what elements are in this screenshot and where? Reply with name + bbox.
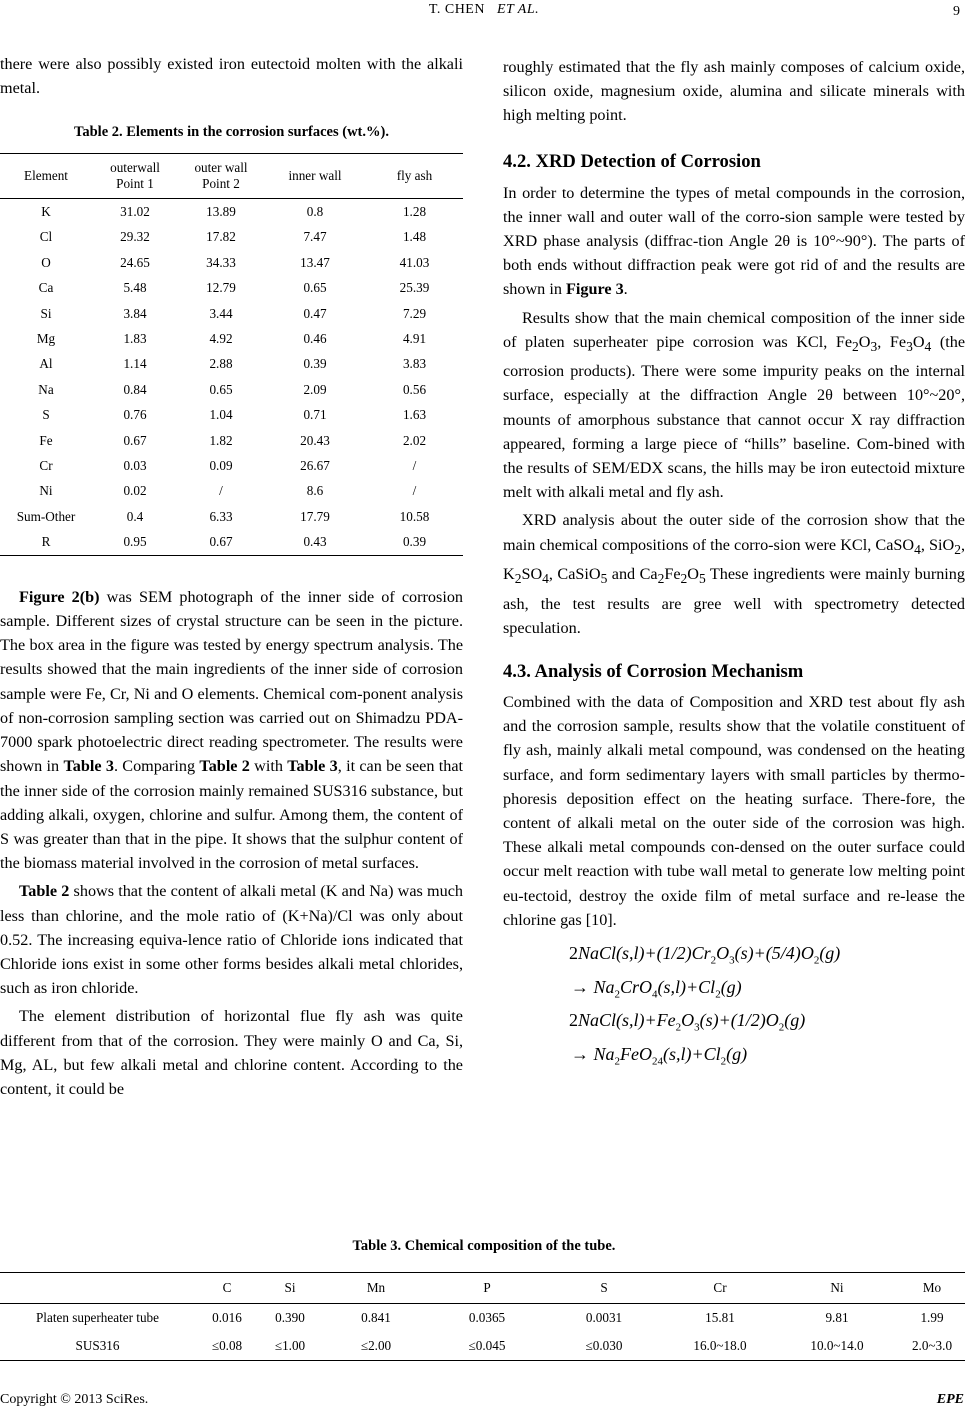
table2-header-row (0, 154, 463, 199)
table-cell: ≤1.00 (259, 1332, 321, 1361)
table-cell: 0.76 (123, 407, 147, 423)
table2-row (0, 276, 463, 301)
table-cell: 0.71 (303, 407, 327, 423)
table3-row (0, 1304, 965, 1333)
table2-header-outerwall-point2: outer wall Point 2 (178, 154, 264, 199)
table-cell: 1.14 (123, 356, 147, 372)
table-cell: 12.79 (206, 280, 236, 296)
table-cell: 0.02 (123, 483, 147, 499)
table2-title: Table 2. Elements in the corrosion surfaces (wt.%). (74, 124, 389, 141)
table-cell: 8.6 (306, 483, 324, 499)
table2-row (0, 326, 463, 351)
table-cell: 13.89 (206, 204, 236, 220)
paragraph-corrosion-mechanism: Combined with the data of Composition and XRD test about fly ash and the corrosion sample, results show that the volatile constituent of fly ash, mainly alkali metal compound, was condensed on the heating surface, and form sedimentary layers with small particles by thermo-phoresis deposition effect on the heating surface. There-fore, the content of alkali metal on the outer side of the corrosion was high. These alkali metal compounds con-densed on the outer surface could occur melt reaction with tube wall metal to generate low melting point eu-tectoid, destroy the oxide film of metal surface and re-lease the chlorine gas [10]. (503, 692, 965, 929)
paragraph-fly-ash: The element distribution of horizontal flue fly ash was quite different from that of the corrosion. They were mainly O and Ca, Si, Mg, AL, but few alkali metal and chlorine content. According to the content, it could be (0, 1007, 463, 1098)
table-cell: 0.39 (303, 356, 327, 372)
paragraph-inner-side-results: Results show that the main chemical composition of the inner side of platen superheater pipe corrosion was KCl, $Fe_2O_3$, $Fe_3O_4$ (the corrosion products). There were some impurity peaks on the internal surface, especially at the diffraction Angle 2θ between 10°~20°, mounts of amorphous substance that cannot occur X ray diffraction appeared, forming a large piece of “hills” baseline. Com-bined with the results of SEM/EDX scans, the hills may be iron eutectoid mixture melt with alkali metal and fly ash. (503, 308, 966, 502)
table-cell: 4.92 (209, 331, 233, 347)
table-cell: 1.28 (402, 204, 427, 220)
page-number: 9 (953, 4, 960, 19)
table-cell: 3.84 (123, 305, 147, 321)
table-cell: 0.4 (126, 508, 144, 524)
table-cell: 0.67 (178, 529, 264, 555)
paragraph-outer-side-results: XRD analysis about the outer side of the corrosion show that the main chemical compositions of the corro-sion were KCl, CaSO$_4$, SiO$_2$, $K_2SO_4$, CaSiO$_5$ and $Ca_2Fe_2O_5$ These ingredients were mainly burning ash, the test results are gree well with spectrometry detected speculation. (503, 511, 965, 637)
table-cell: 1.99 (920, 1310, 944, 1325)
table-cell: 0.0365 (468, 1310, 506, 1325)
table2-row (0, 377, 463, 402)
table-cell: 20.43 (300, 432, 330, 448)
ref-table3[interactable]: Table 3 (287, 757, 338, 776)
running-head (0, 2, 968, 18)
table-cell: 24.65 (120, 254, 150, 270)
table-cell: 10.0~14.0 (775, 1332, 899, 1361)
table3-header-mo: Mo (899, 1273, 965, 1304)
table-cell: 0.09 (209, 458, 233, 473)
intro-paragraph: there were also possibly existed iron eutectoid molten with the alkali metal. (0, 55, 463, 98)
paragraph-xrd-method: In order to determine the types of metal compounds in the corrosion, the inner wall and outer wall of the corro-sion sample were tested by XRD phase analysis (diffrac-tion Angle 2θ is 10°~90°). The parts of both ends without diffraction peak were got rid of and the results are shown in Figure 3. (503, 183, 965, 299)
table2-row (0, 403, 463, 428)
ref-figure2b[interactable]: Figure 2(b) (19, 587, 100, 606)
table3-header-row (0, 1273, 965, 1304)
table-cell: 0.03 (123, 458, 147, 473)
table-cell: 15.81 (705, 1310, 735, 1325)
left-column (0, 52, 463, 1101)
equation-4: → $Na_2FeO_{24}(s,l)+Cl_2(g)$ (571, 1043, 748, 1068)
author-name: T. CHEN (428, 2, 485, 17)
table-cell: 0.39 (366, 529, 463, 555)
table-cell: Ni (39, 483, 53, 499)
table-cell: 25.39 (399, 280, 430, 296)
table-cell: ≤0.030 (543, 1332, 665, 1361)
table-cell: 17.79 (300, 508, 330, 524)
table-cell: ≤0.08 (195, 1332, 259, 1361)
table2-row (0, 250, 463, 275)
table-cell: 0.95 (92, 529, 178, 555)
table-cell: 3.44 (209, 305, 233, 321)
table-cell: 1.63 (402, 407, 427, 423)
section-4-3-heading: 4.3. Analysis of Corrosion Mechanism (503, 660, 804, 682)
table-cell: 0.65 (209, 381, 233, 397)
table-cell: 0.841 (361, 1310, 391, 1325)
table2-row (0, 479, 463, 504)
equation-block (503, 940, 965, 1074)
table-cell: 0.56 (402, 381, 427, 397)
table2-row (0, 199, 463, 225)
table2-row (0, 225, 463, 250)
table-cell: Platen superheater tube (35, 1310, 160, 1325)
table2-body (0, 199, 463, 555)
table-cell: 5.48 (123, 280, 147, 296)
table-cell: Fe (39, 432, 53, 448)
table-cell: 10.58 (399, 508, 430, 524)
table-cell: Ca (38, 280, 54, 296)
paragraph-table2-alkali: Table 2 shows that the content of alkali metal (K and Na) was much less than chlorine, and the mole ratio of (K+Na)/Cl was only about 0.52. The increasing equiva-lence ratio of Chloride ions indicated that Chloride ions exist in some other forms besides alkali metal chlorides, such as iron chloride. (0, 882, 463, 998)
et-al: ET AL. (496, 2, 540, 17)
table-cell: 9.81 (825, 1310, 849, 1325)
table-cell: 0.016 (212, 1310, 242, 1325)
paragraph-figure2b: Figure 2(b) was SEM photograph of the inner side of corrosion sample. Different sizes of crystal structure can be seen in the picture. The box area in the figure was tested by energy spectrum analysis. The results showed that the main ingredients of the inner side of corrosion sample were Fe, Cr, Ni and O elements. Chemical com-ponent analysis of non-corrosion sampling section was carried out on Shimadzu PDA-7000 spark photoelectric direct reading spectrometer. The results were shown in Table 3. Comparing Table 2 with Table 3, it can be seen that the inner side of the corrosion mainly remained SUS316 substance, but adding alkali, oxygen, chlorine and sulfur. Among them, the content of S was greater than that in the pipe. It shows that the sulphur content of the biomass material involved in the corrosion of metal surfaces. (0, 587, 464, 873)
right-column (503, 52, 965, 1074)
table-cell: S (42, 407, 50, 423)
copyright: Copyright © 2013 SciRes. (0, 1392, 149, 1407)
table-cell: / (412, 458, 417, 473)
table2-row (0, 301, 463, 326)
table2-header-outerwall-point1: outerwall Point 1 (92, 154, 178, 199)
table-cell: ≤2.00 (321, 1332, 431, 1361)
table-cell: 1.48 (402, 229, 427, 245)
table-cell: Mg (36, 331, 56, 347)
table3-header-si: Si (259, 1273, 321, 1304)
ref-figure3[interactable]: Figure 3 (565, 280, 624, 299)
table3 (0, 1272, 965, 1361)
table-cell: 0.65 (303, 280, 327, 296)
table-cell: 0.67 (123, 432, 147, 448)
table-cell: 0.46 (303, 331, 327, 347)
table3-header-blank (0, 1273, 195, 1304)
table-cell: 41.03 (399, 254, 430, 270)
table-cell: 1.82 (209, 432, 233, 448)
table-cell: 26.67 (300, 458, 330, 473)
table-cell: 6.33 (209, 508, 233, 524)
table-cell: Si (40, 305, 52, 321)
table-cell: 7.29 (402, 305, 427, 321)
page-header (0, 2, 968, 24)
table-cell: Cr (39, 458, 53, 473)
equation-2: → $Na_2CrO_4(s,l)+Cl_2(g)$ (571, 976, 742, 1001)
table-cell: 2.0~3.0 (899, 1332, 965, 1361)
table-cell: 17.82 (206, 229, 236, 245)
table-cell: / (219, 483, 223, 499)
ref-table2[interactable]: Table 2 (199, 757, 250, 776)
table-cell: ≤0.045 (431, 1332, 543, 1361)
table-cell: 2.02 (402, 432, 427, 448)
table-cell: 31.02 (120, 204, 150, 220)
table-cell: 0.43 (264, 529, 366, 555)
journal-name: EPE (936, 1392, 964, 1407)
table-cell: Al (39, 356, 53, 372)
table3-header-ni: Ni (775, 1273, 899, 1304)
table2-row (0, 453, 463, 478)
equation-3: $2NaCl(s,l)+Fe_2O_3(s)+(1/2)O_2(g)$ (569, 1010, 806, 1034)
table-cell: 34.33 (206, 254, 236, 270)
table-cell: 3.83 (402, 356, 427, 372)
table2-row (0, 428, 463, 453)
table-cell: 16.0~18.0 (665, 1332, 775, 1361)
ref-table2[interactable]: Table 2 (19, 882, 70, 901)
table2-row (0, 504, 463, 529)
table2-row (0, 352, 463, 377)
table2-header-element: Element (0, 154, 92, 199)
table3-header-p: P (431, 1273, 543, 1304)
table2-header-innerwall: inner wall (264, 154, 366, 199)
table3-header-mn: Mn (321, 1273, 431, 1304)
table-cell: 0.8 (306, 204, 324, 220)
table2-row (0, 529, 463, 555)
ref-table3[interactable]: Table 3 (63, 757, 114, 776)
table-cell: 1.04 (209, 407, 233, 423)
table-cell: Cl (39, 229, 53, 245)
table3-header-cr: Cr (665, 1273, 775, 1304)
table3-header-s: S (543, 1273, 665, 1304)
table-cell: SUS316 (0, 1332, 195, 1361)
table-cell: Na (38, 381, 54, 397)
table-cell: O (41, 254, 51, 270)
table3-row (0, 1332, 965, 1361)
table3-body (0, 1304, 965, 1361)
table-cell: R (0, 529, 92, 555)
table-cell: 2.09 (303, 381, 327, 397)
table-cell: 1.83 (123, 331, 147, 347)
table3-header-c: C (195, 1273, 259, 1304)
table-cell: 7.47 (303, 229, 327, 245)
table-cell: 0.47 (303, 305, 327, 321)
table-cell: 0.390 (275, 1310, 305, 1325)
table-cell: 2.88 (209, 356, 233, 372)
table-cell: 13.47 (300, 254, 330, 270)
table2-header-flyash: fly ash (366, 154, 463, 199)
table-cell: / (412, 483, 417, 499)
equation-1: $2NaCl(s,l)+(1/2)Cr_2O_3(s)+(5/4)O_2(g)$ (569, 943, 841, 967)
table-cell: 4.91 (402, 331, 427, 347)
table-cell: Sum-Other (16, 508, 76, 524)
table-cell: 29.32 (120, 229, 150, 245)
table-cell: 0.0031 (585, 1310, 623, 1325)
table3-title: Table 3. Chemical composition of the tube. (352, 1238, 616, 1254)
table-cell: K (41, 204, 51, 220)
table-cell: 0.84 (123, 381, 147, 397)
table2 (0, 153, 463, 555)
paragraph-fly-ash-cont: roughly estimated that the fly ash mainly composes of calcium oxide, silicon oxide, magnesium oxide, alumina and silicate minerals with high melting point. (503, 58, 965, 125)
section-4-2-heading: 4.2. XRD Detection of Corrosion (503, 150, 761, 172)
